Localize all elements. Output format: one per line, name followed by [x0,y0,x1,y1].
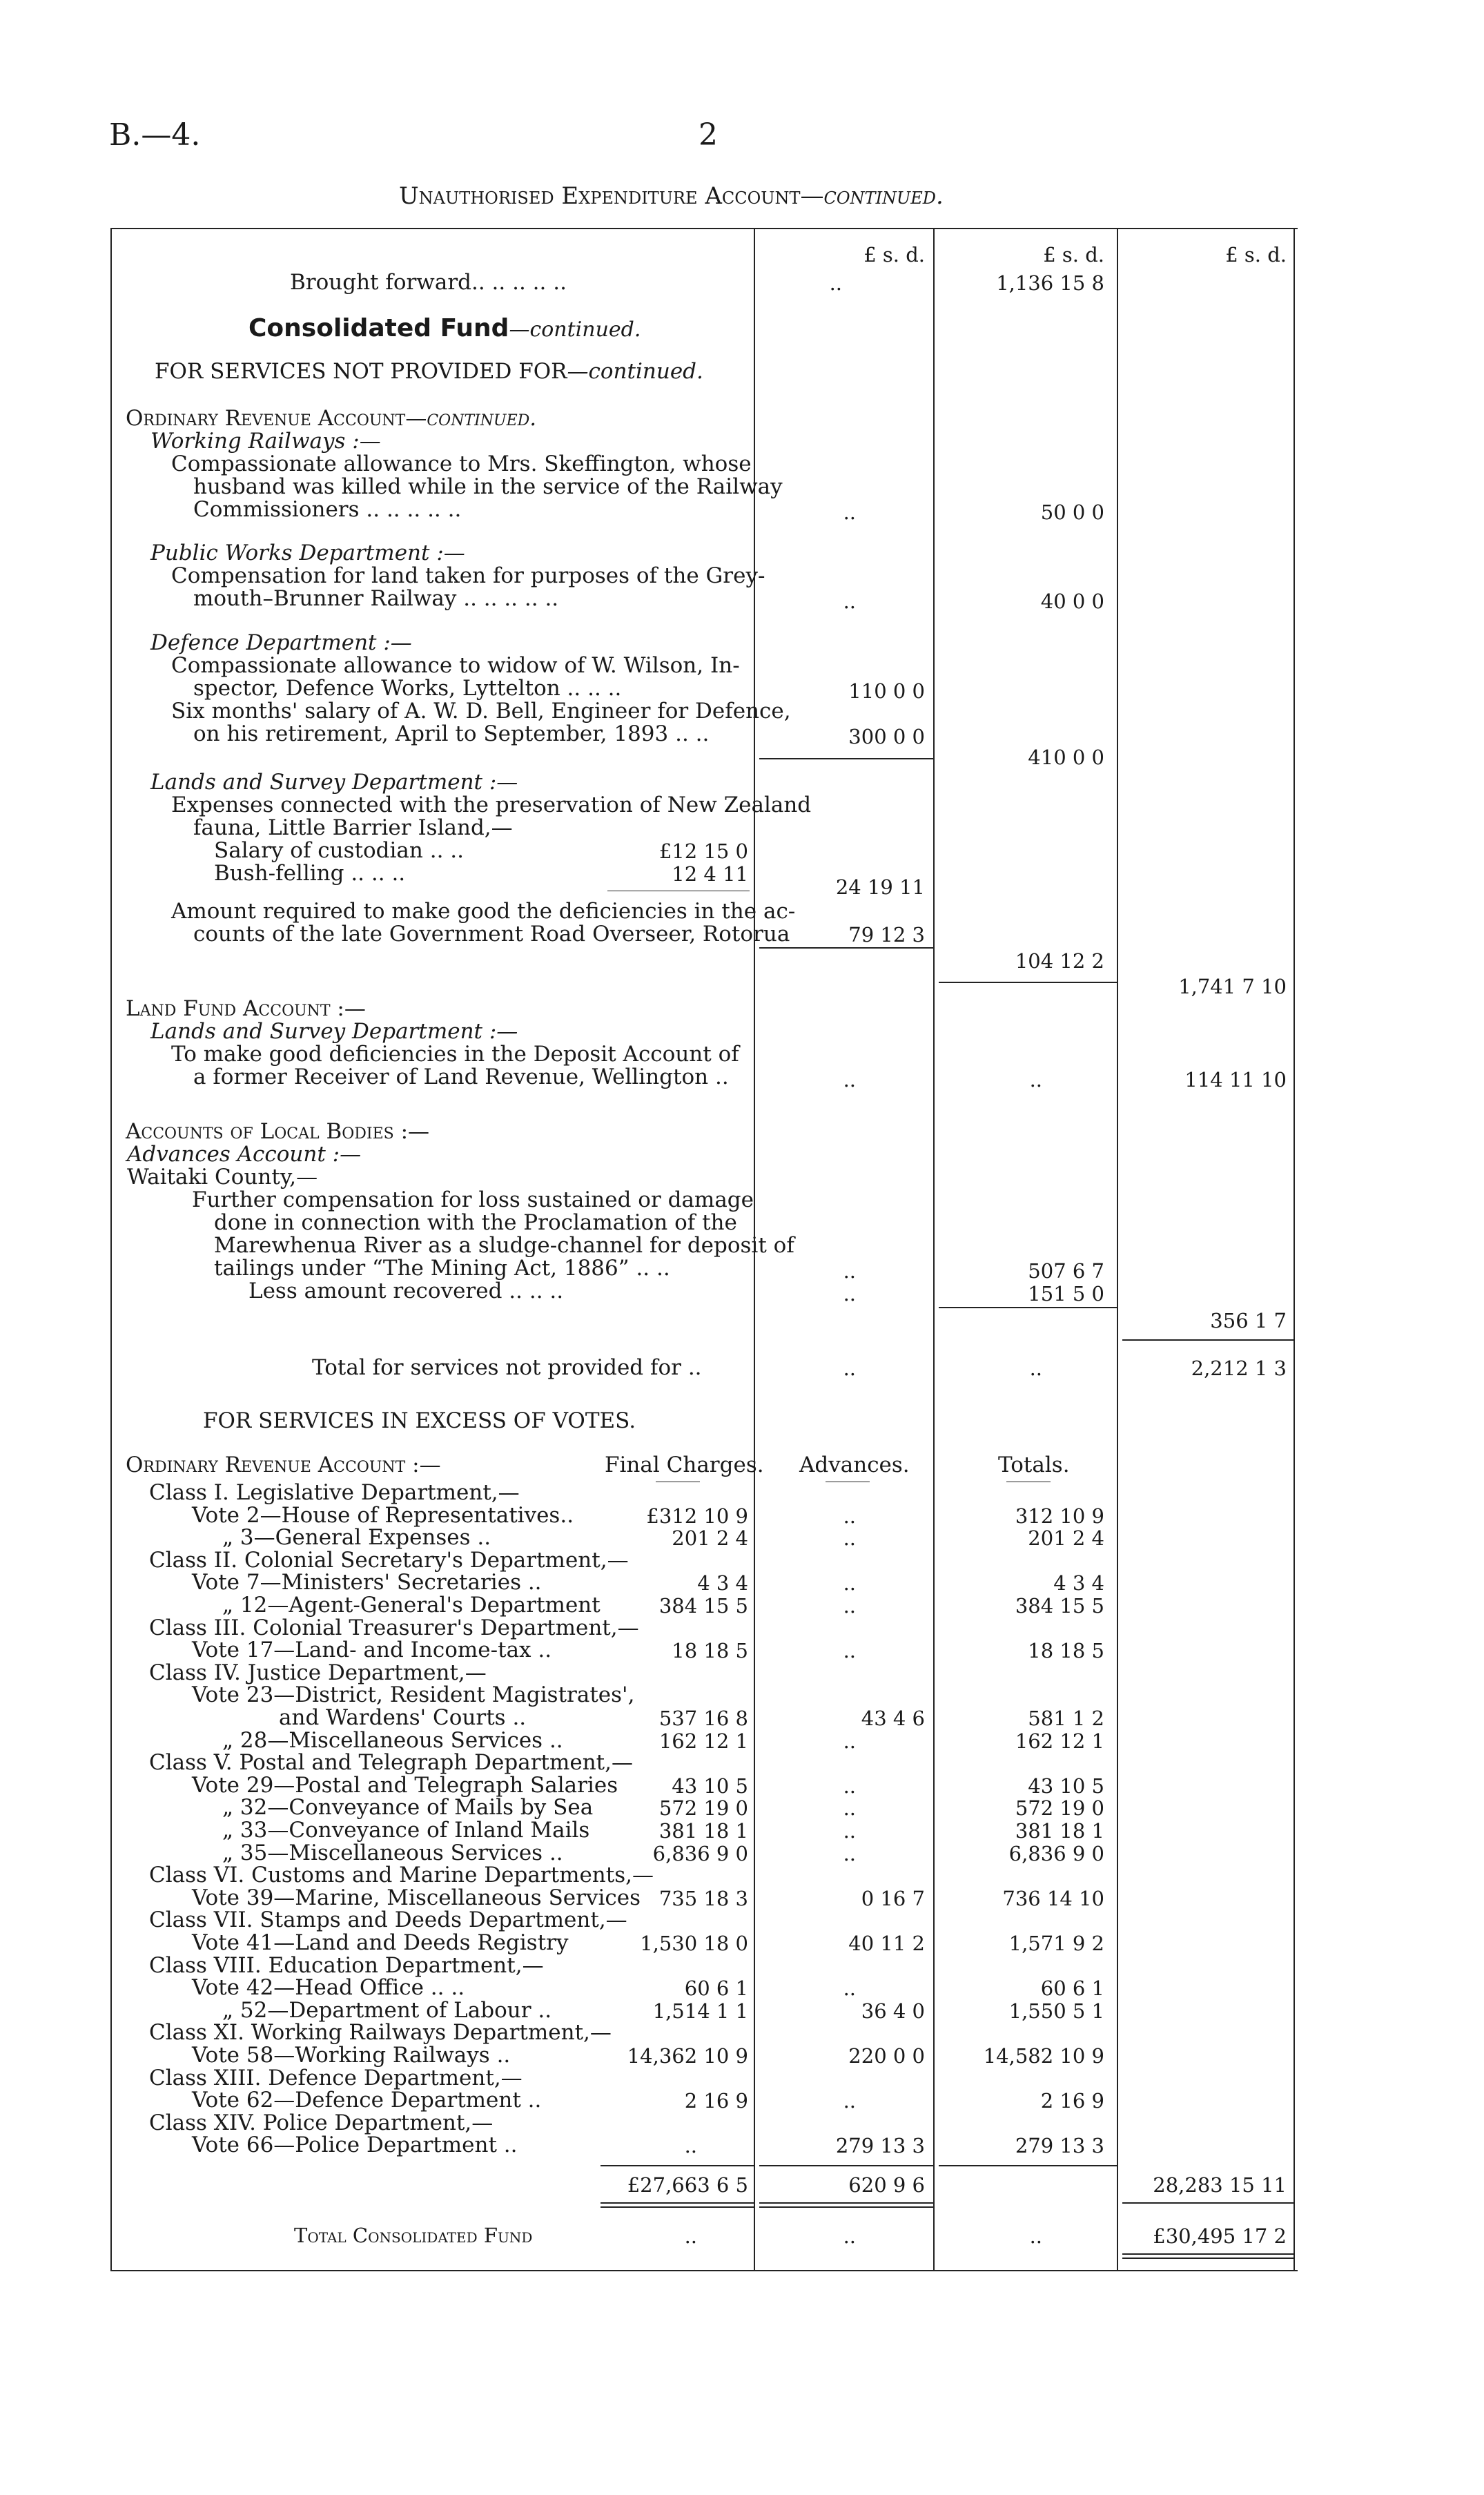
ora-heading-cont: continued. [427,406,537,431]
excess-row-label: Class XIV. Police Department,— [149,2110,494,2135]
excess-row-tot: 60 6 1 [1040,1977,1104,2000]
excess-row-final: 14,362 10 9 [627,2044,748,2068]
excess-row-tot: 14,582 10 9 [983,2044,1104,2068]
excess-row-final: 2 16 9 [684,2089,748,2113]
excess-row-final: 1,530 18 0 [640,1932,748,1955]
local-bodies-line: Marewhenua River as a sludge-channel for deposit of [214,1233,794,1258]
county-label: Waitaki County,— [127,1165,318,1190]
excess-row-label: „ 3—General Expenses .. [222,1525,491,1550]
brought-forward-c2: 1,136 15 8 [996,271,1104,295]
defence-c1a: 110 0 0 [848,679,925,703]
col-advances: Advances. [799,1453,910,1477]
excess-row-label: Vote 42—Head Office .. .. [192,1975,465,2000]
excess-row-final: 60 6 1 [684,1977,748,2000]
excess-row-label: Vote 29—Postal and Telegraph Salaries [192,1773,618,1798]
excess-row-tot: 581 1 2 [1028,1707,1104,1730]
col-header-2: £ s. d. [1043,243,1104,266]
ora-total-c3: 1,741 7 10 [1178,975,1287,998]
ora-total-rule [939,982,1117,983]
excess-row-adv: 220 0 0 [848,2044,925,2068]
excess-row-label: Class II. Colonial Secretary's Department,— [149,1548,629,1573]
defence-c1b: 300 0 0 [848,725,925,748]
excess-row-adv: .. [843,1729,856,1753]
excess-row-adv: 43 4 6 [861,1707,925,1730]
excess-row-adv: 279 13 3 [835,2134,925,2157]
col-header-3: £ s. d. [1225,243,1287,266]
land-fund-c3: 114 11 10 [1184,1068,1287,1091]
defence-line: on his retirement, April to September, 1893 .. .. [193,721,710,746]
page-number: 2 [699,117,718,153]
excess-row-tot: 1,550 5 1 [1008,1999,1104,2023]
excess-row-label: Vote 7—Ministers' Secretaries .. [192,1570,542,1595]
excess-row-adv: 40 11 2 [848,1932,925,1955]
excess-double-rule-d [759,2206,933,2208]
excess-row-final: .. [684,2134,697,2157]
land-fund-sub: Lands and Survey Department :— [150,1019,518,1044]
col-divider-2 [933,228,935,2271]
total-not-provided-rule [1122,1339,1293,1341]
excess-row-adv: .. [843,1594,856,1618]
excess-row-adv: .. [843,1977,856,2000]
excess-row-label: Class I. Legislative Department,— [149,1480,520,1505]
defence-line: spector, Defence Works, Lyttelton .. .. .. [193,676,622,701]
excess-row-tot: 162 12 1 [1015,1729,1104,1753]
excess-row-label: „ 52—Department of Labour .. [222,1998,552,2023]
total-not-provided-c2: .. [1029,1357,1042,1380]
excess-row-label: Class XI. Working Railways Department,— [149,2020,612,2045]
excess-row-tot: 279 13 3 [1015,2134,1104,2157]
railways-c2: 50 0 0 [1040,501,1104,524]
excess-row-adv: .. [843,1639,856,1662]
railways-line: Commissioners .. .. .. .. .. [193,497,462,522]
bush-amount: 12 4 11 [672,862,748,886]
page-title-main: Unauthorised Expenditure Account— [399,182,824,210]
land-fund-line: To make good deficiencies in the Deposit Account of [171,1042,739,1067]
defence-c2: 410 0 0 [1028,746,1104,769]
lands-sub-c1: 24 19 11 [835,875,925,899]
col-header-1: £ s. d. [863,243,925,266]
excess-sum-c3: 28,283 15 11 [1153,2173,1287,2197]
excess-row-final: 6,836 9 0 [652,1842,748,1865]
excess-row-final: 18 18 5 [672,1639,748,1662]
public-works-line: mouth–Brunner Railway .. .. .. .. .. [193,586,559,611]
defence-head: Defence Department :— [150,630,412,655]
less-recovered-label: Less amount recovered .. .. .. [248,1279,564,1303]
public-works-head: Public Works Department :— [150,541,465,565]
defence-subtotal-rule [759,758,933,759]
excess-row-label: Class III. Colonial Treasurer's Department,— [149,1615,639,1640]
railways-line: Compassionate allowance to Mrs. Skeffington, whose [171,452,752,476]
grand-total-label: Total Consolidated Fund [294,2224,533,2247]
excess-sum-rule-adv [759,2165,933,2166]
excess-row-tot: 2 16 9 [1040,2089,1104,2113]
table-bottom-rule [110,2270,1298,2271]
grand-total-value: £30,495 17 2 [1153,2224,1287,2248]
local-bodies-line: tailings under “The Mining Act, 1886” .. .. [214,1256,670,1281]
excess-ora-label: Ordinary Revenue Account :— [126,1453,441,1477]
excess-row-tot: 312 10 9 [1015,1504,1104,1528]
excess-sum-final: £27,663 6 5 [627,2173,748,2197]
excess-sum-rule-final [601,2165,754,2166]
land-fund-c1: .. [843,1068,856,1091]
local-bodies-line: Further compensation for loss sustained or damage [192,1187,754,1212]
excess-row-final: 43 10 5 [672,1774,748,1798]
excess-row-adv: .. [843,1526,856,1550]
excess-row-tot: 43 10 5 [1028,1774,1104,1798]
lands-line: Expenses connected with the preservation of New Zealand [171,793,812,817]
public-works-c1: .. [843,590,856,613]
grand-total-a: .. [684,2224,697,2248]
services-heading [155,360,703,383]
services-heading-main: FOR SERVICES NOT PROVIDED FOR [155,359,567,384]
grand-total-rule-a [1122,2253,1293,2255]
excess-row-adv: .. [843,1571,856,1595]
excess-row-tot: 6,836 9 0 [1008,1842,1104,1865]
salary-label: Salary of custodian .. .. [214,838,464,863]
lands-total-rule [759,947,933,949]
grand-total-rule-b [1122,2258,1293,2259]
ora-heading-main: Ordinary Revenue Account— [126,406,427,431]
defence-line: Compassionate allowance to widow of W. Wilson, In- [171,653,740,678]
defence-line: Six months' salary of A. W. D. Bell, Engineer for Defence, [171,699,791,724]
excess-row-label: „ 35—Miscellaneous Services .. [222,1841,563,1865]
excess-row-label: Vote 17—Land- and Income-tax .. [192,1638,552,1662]
excess-row-label: „ 12—Agent-General's Department [222,1593,601,1618]
excess-row-label: Vote 23—District, Resident Magistrates', [192,1682,635,1707]
grand-total-c: .. [1029,2224,1042,2248]
excess-double-rule-a [601,2202,754,2204]
fund-heading-cont: —continued. [509,318,641,342]
excess-row-label: and Wardens' Courts .. [279,1705,527,1730]
excess-row-label: Vote 39—Marine, Miscellaneous Services [192,1885,641,1910]
excess-row-tot: 201 2 4 [1028,1526,1104,1550]
col-totals: Totals. [998,1453,1070,1477]
excess-row-tot: 572 19 0 [1015,1796,1104,1820]
excess-row-adv: .. [843,1796,856,1820]
excess-row-tot: 736 14 10 [1002,1887,1104,1910]
local-bodies-c1a: .. [843,1259,856,1283]
excess-row-final: 537 16 8 [658,1707,748,1730]
excess-row-final: £312 10 9 [646,1504,748,1528]
page-title-cont: continued. [823,182,944,210]
local-bodies-c2a: 507 6 7 [1028,1259,1104,1283]
land-fund-line: a former Receiver of Land Revenue, Wellington .. [193,1065,729,1089]
excess-row-label: Vote 66—Police Department .. [192,2133,518,2157]
land-fund-c2: .. [1029,1068,1042,1091]
public-works-line: Compensation for land taken for purposes of the Grey- [171,563,765,588]
excess-heading: FOR SERVICES IN EXCESS OF VOTES. [203,1408,636,1433]
services-heading-cont: —continued. [567,359,703,384]
lands-line: fauna, Little Barrier Island,— [193,815,513,840]
local-bodies-head: Accounts of Local Bodies :— [126,1119,430,1144]
railways-head: Working Railways :— [150,429,381,454]
excess-row-adv: .. [843,1842,856,1865]
col-final-charges: Final Charges. [605,1453,764,1477]
excess-row-label: Vote 58—Working Railways .. [192,2043,511,2068]
excess-double-rule-b [601,2206,754,2208]
excess-row-label: Vote 62—Defence Department .. [192,2088,542,2113]
local-bodies-c1b: .. [843,1282,856,1305]
excess-row-final: 162 12 1 [658,1729,748,1753]
excess-row-adv: 36 4 0 [861,1999,925,2023]
fund-heading [248,314,641,342]
table-right-rule [1293,228,1295,2271]
railways-c1: .. [843,501,856,524]
excess-double-rule-c [759,2202,933,2204]
road-line: Amount required to make good the deficiencies in the ac- [171,899,796,924]
local-bodies-c2b: 151 5 0 [1028,1282,1104,1305]
excess-c3-rule [1122,2202,1293,2204]
salary-amount: £12 15 0 [658,839,748,863]
fund-heading-main: Consolidated Fund [248,314,509,342]
local-bodies-c3: 356 1 7 [1210,1309,1287,1332]
local-bodies-rule [939,1307,1117,1308]
public-works-c2: 40 0 0 [1040,590,1104,613]
grand-total-b: .. [843,2224,856,2248]
excess-row-label: Class VI. Customs and Marine Departments,— [149,1863,654,1887]
brought-forward-label: Brought forward.. .. .. .. .. [290,270,567,295]
table-top-rule [110,228,1298,229]
excess-row-tot: 384 15 5 [1015,1594,1104,1618]
excess-row-final: 201 2 4 [672,1526,748,1550]
excess-row-final: 381 18 1 [658,1819,748,1843]
excess-row-adv: .. [843,1504,856,1528]
total-not-provided-c3: 2,212 1 3 [1191,1357,1287,1380]
excess-sum-rule-tot [939,2165,1117,2166]
excess-row-final: 572 19 0 [658,1796,748,1820]
total-not-provided-label: Total for services not provided for .. [312,1355,702,1380]
excess-sum-adv: 620 9 6 [848,2173,925,2197]
excess-row-label: Class VII. Stamps and Deeds Department,— [149,1907,627,1932]
table-left-rule [110,228,112,2271]
excess-row-label: Vote 41—Land and Deeds Registry [192,1930,569,1955]
col-divider-3 [1117,228,1118,2271]
excess-row-final: 4 3 4 [697,1571,748,1595]
doc-code: B.—4. [109,117,201,153]
page-title [399,182,944,210]
excess-row-tot: 381 18 1 [1015,1819,1104,1843]
lands-head: Lands and Survey Department :— [150,770,518,795]
local-bodies-line: done in connection with the Proclamation of the [214,1210,737,1235]
railways-line: husband was killed while in the service of the Railway [193,474,783,499]
excess-row-label: Vote 2—House of Representatives.. [192,1503,574,1528]
excess-row-final: 735 18 3 [658,1887,748,1910]
excess-row-label: Class VIII. Education Department,— [149,1953,544,1978]
excess-row-tot: 18 18 5 [1028,1639,1104,1662]
excess-row-adv: .. [843,2089,856,2113]
excess-row-adv: 0 16 7 [861,1887,925,1910]
excess-row-label: Class IV. Justice Department,— [149,1660,487,1685]
road-c1: 79 12 3 [848,923,925,946]
brought-forward-c1: .. [829,271,842,295]
road-line: counts of the late Government Road Overseer, Rotorua [193,922,790,946]
excess-row-label: Class XIII. Defence Department,— [149,2066,523,2090]
excess-row-tot: 4 3 4 [1053,1571,1104,1595]
land-fund-head: Land Fund Account :— [126,996,366,1021]
local-bodies-sub: Advances Account :— [127,1142,362,1167]
lands-c2: 104 12 2 [1015,949,1104,973]
excess-row-adv: .. [843,1819,856,1843]
excess-row-final: 384 15 5 [658,1594,748,1618]
excess-row-adv: .. [843,1774,856,1798]
excess-row-label: „ 33—Conveyance of Inland Mails [222,1818,590,1843]
excess-row-label: „ 32—Conveyance of Mails by Sea [222,1795,594,1820]
excess-row-tot: 1,571 9 2 [1008,1932,1104,1955]
total-not-provided-c1: .. [843,1357,856,1380]
excess-row-label: Class V. Postal and Telegraph Department,— [149,1750,633,1775]
ora-heading [126,407,536,430]
bush-label: Bush-felling .. .. .. [214,861,406,886]
excess-row-final: 1,514 1 1 [652,1999,748,2023]
excess-row-label: „ 28—Miscellaneous Services .. [222,1728,563,1753]
